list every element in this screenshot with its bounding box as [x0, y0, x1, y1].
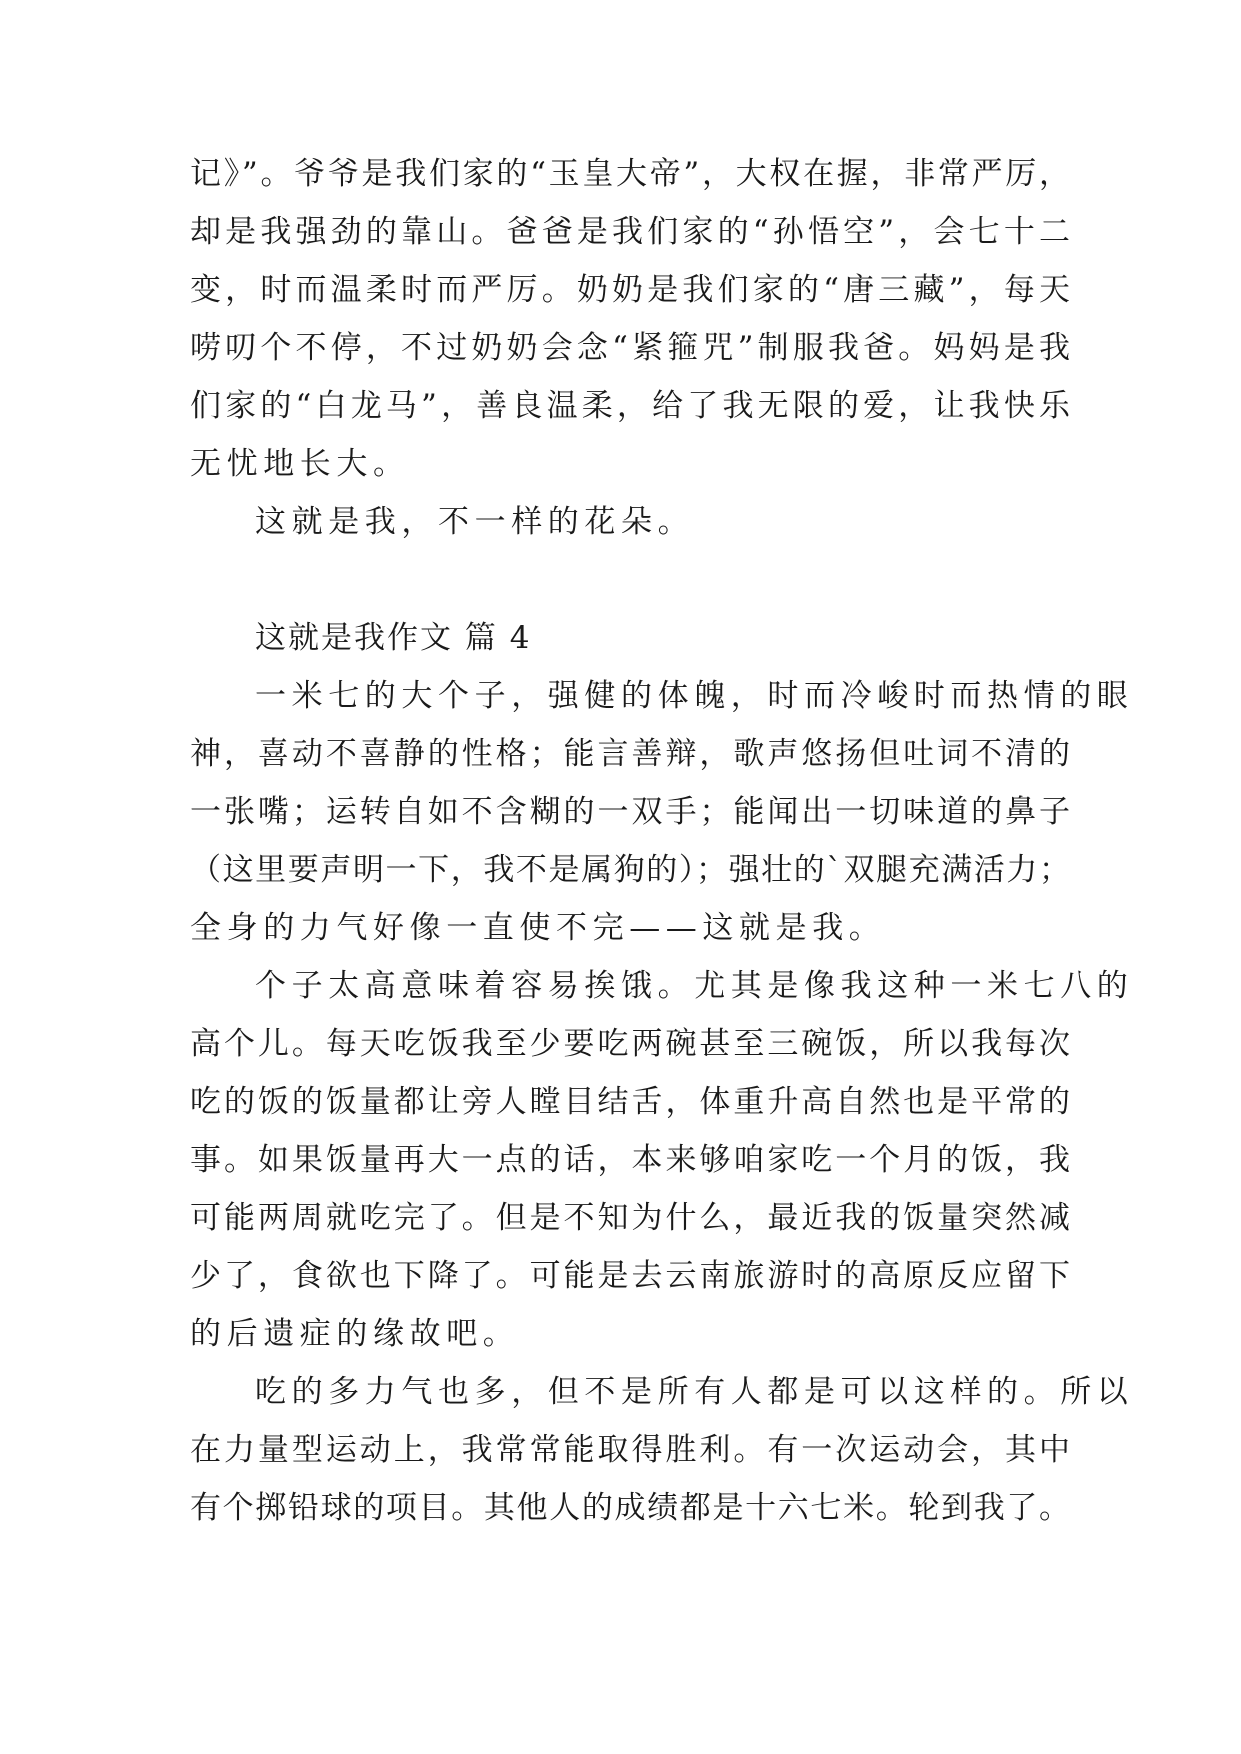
text-line: 无忧地长大。: [190, 446, 410, 482]
text-line: 变，时而温柔时而严厉。奶奶是我们家的“唐三藏”，每天: [190, 272, 1070, 308]
text-line: 可能两周就吃完了。但是不知为什么，最近我的饭量突然减: [190, 1200, 1070, 1236]
paragraph-first-line: 个子太高意味着容易挨饿。尤其是像我这种一米七八的: [255, 968, 1134, 1004]
text-line: 唠叨个不停，不过奶奶会念“紧箍咒”制服我爸。妈妈是我: [190, 330, 1070, 366]
paragraph-first-line: 一米七的大个子，强健的体魄，时而冷峻时而热情的眼: [255, 678, 1134, 714]
text-line: 事。如果饭量再大一点的话，本来够咱家吃一个月的饭，我: [190, 1142, 1070, 1178]
text-line: 一张嘴；运转自如不含糊的一双手；能闻出一切味道的鼻子: [190, 794, 1070, 830]
text-line: 全身的力气好像一直使不完——这就是我。: [190, 910, 886, 946]
text-line: 吃的饭的饭量都让旁人瞠目结舌，体重升高自然也是平常的: [190, 1084, 1070, 1120]
paragraph-first-line: 吃的多力气也多，但不是所有人都是可以这样的。所以: [255, 1374, 1134, 1410]
text-line: 神，喜动不喜静的性格；能言善辩，歌声悠扬但吐词不清的: [190, 736, 1070, 772]
text-line: 高个儿。每天吃饭我至少要吃两碗甚至三碗饭，所以我每次: [190, 1026, 1070, 1062]
text-line: 在力量型运动上，我常常能取得胜利。有一次运动会，其中: [190, 1432, 1070, 1468]
text-line: 记》”。爷爷是我们家的“玉皇大帝”，大权在握，非常严厉，: [190, 156, 1070, 192]
text-line: 有个掷铅球的项目。其他人的成绩都是十六七米。轮到我了。: [190, 1490, 1070, 1526]
text-line: 少了，食欲也下降了。可能是去云南旅游时的高原反应留下: [190, 1258, 1070, 1294]
section-heading: 这就是我作文 篇 4: [255, 620, 532, 656]
text-line: 却是我强劲的靠山。爸爸是我们家的“孙悟空”，会七十二: [190, 214, 1070, 250]
text-line: 们家的“白龙马”，善良温柔，给了我无限的爱，让我快乐: [190, 388, 1070, 424]
paragraph-first-line: 这就是我，不一样的花朵。: [255, 504, 695, 540]
text-line: （这里要声明一下，我不是属狗的）；强壮的`双腿充满活力；: [190, 852, 1070, 888]
text-line: 的后遗症的缘故吧。: [190, 1316, 520, 1352]
